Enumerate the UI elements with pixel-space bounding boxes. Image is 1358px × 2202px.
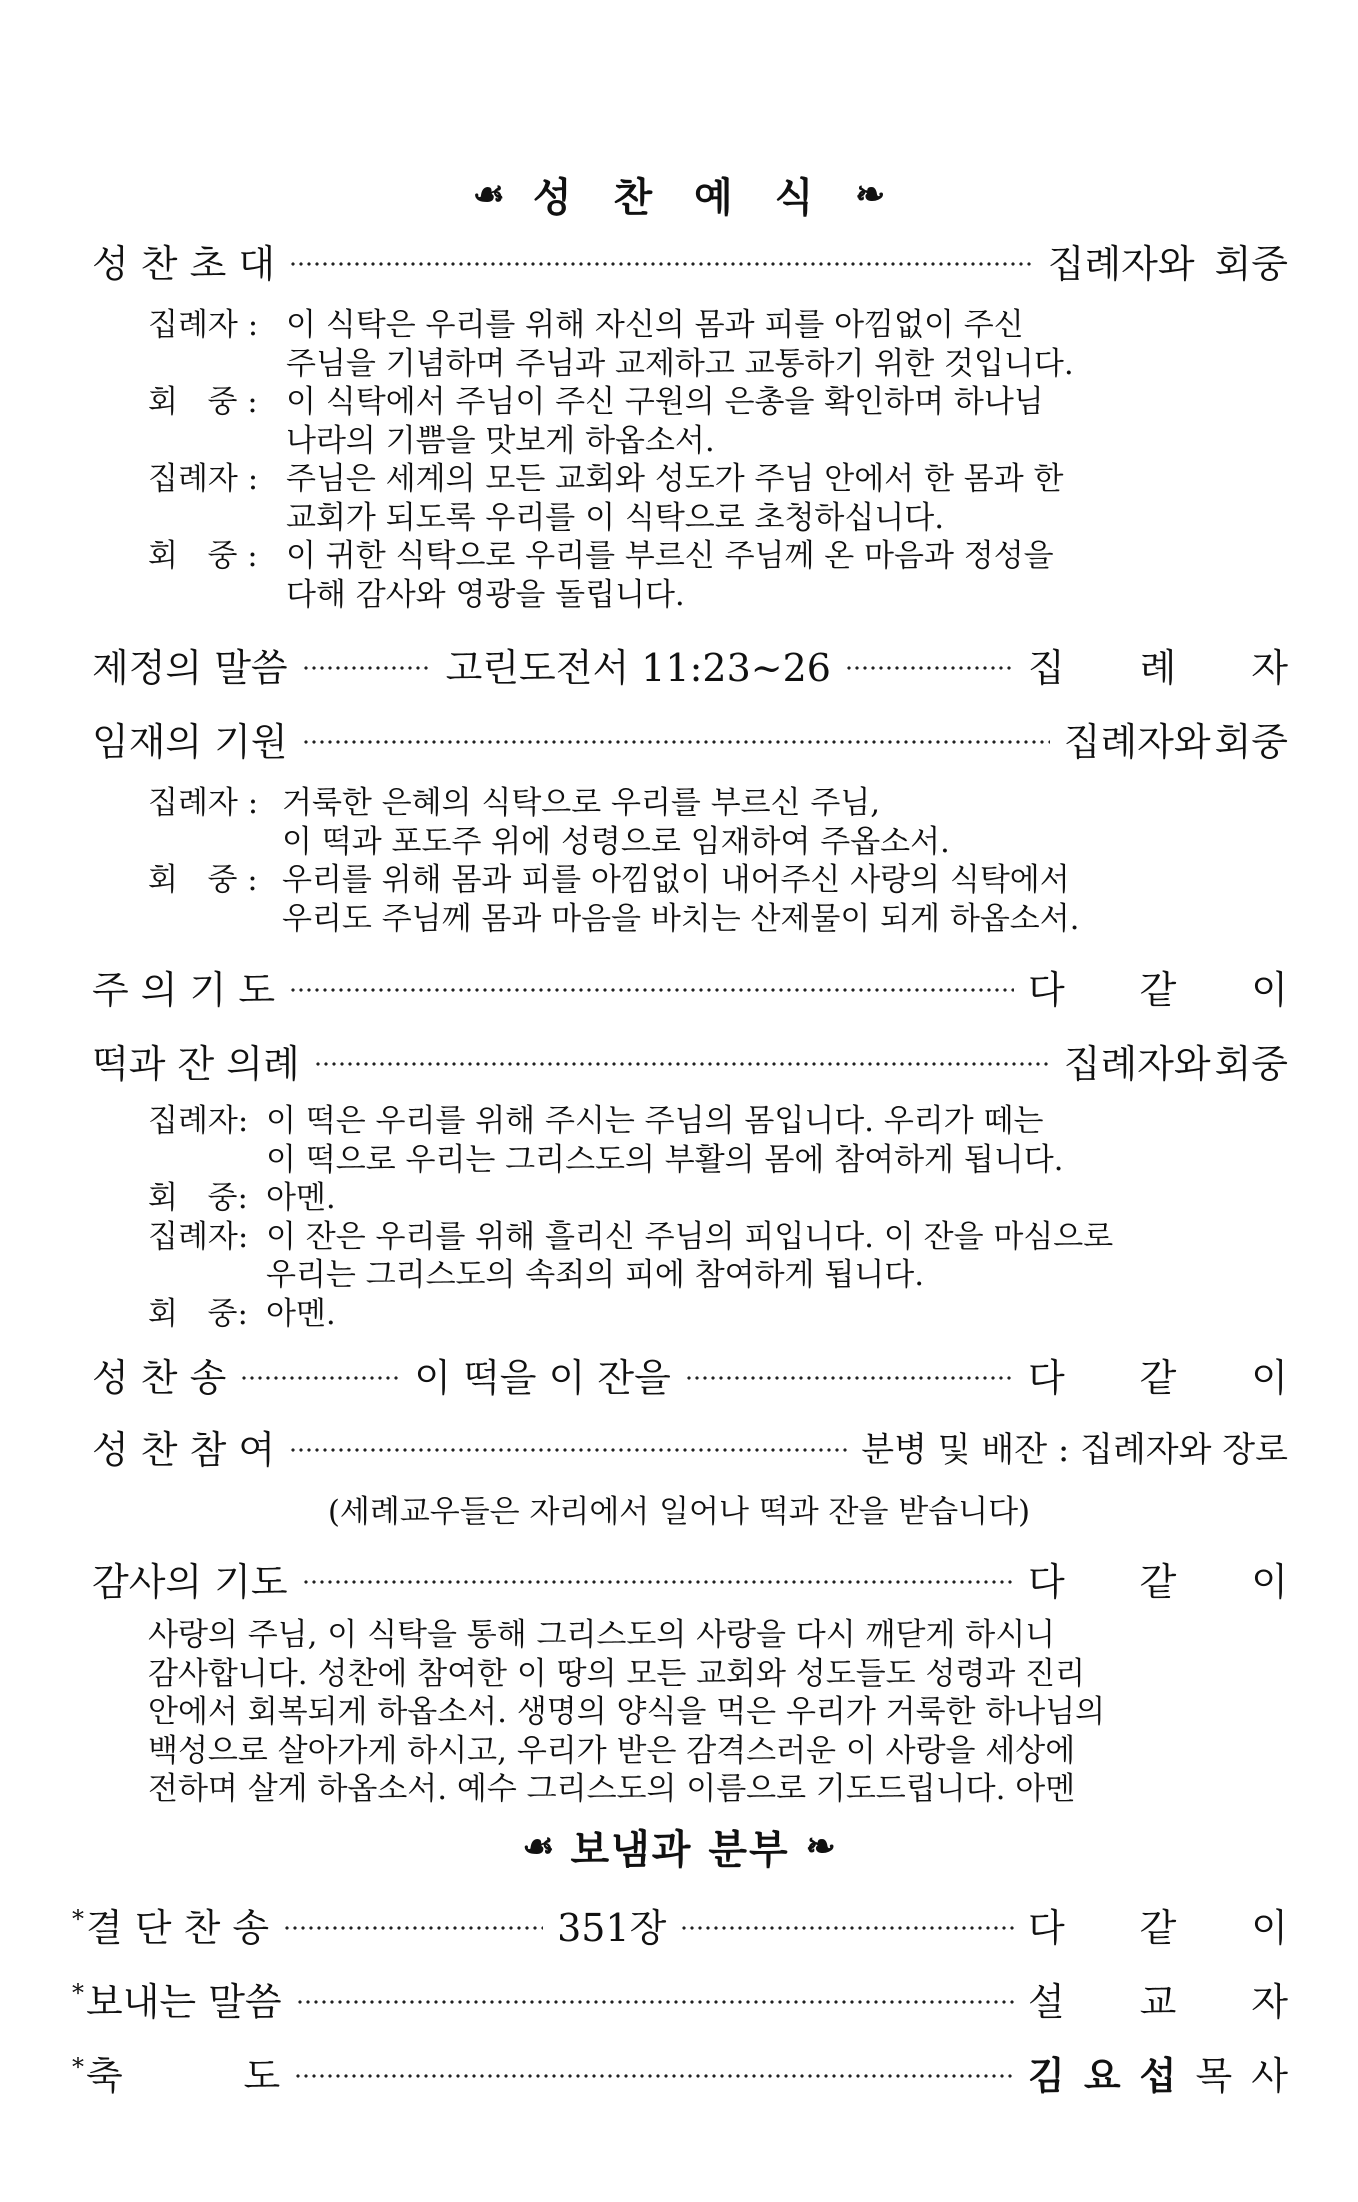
order-item-sending-words	[72, 1970, 1288, 2026]
ornament-right-icon: ❧	[855, 173, 886, 216]
hymn-title: 이 떡을 이 잔을	[414, 1355, 671, 1400]
prayer-line: 전하며 살게 하옵소서. 예수 그리스도의 이름으로 기도드립니다. 아멘	[148, 1771, 1076, 1807]
dialogue-line: 회 중 : 이 귀한 식탁으로 우리를 부르신 주님께 온 마음과 정성을	[148, 538, 1054, 574]
dialogue-line: 집례자 : 주님은 세계의 모든 교회와 성도가 주님 안에서 한 몸과 한	[148, 461, 1064, 497]
item-label: *축 도	[72, 2052, 281, 2098]
order-item-benediction	[72, 2044, 1288, 2100]
dot-leader	[240, 1376, 400, 1380]
item-label: *결 단 찬 송	[72, 1904, 270, 1950]
dot-leader	[845, 666, 1014, 670]
item-leader: 설 교 자	[1028, 1979, 1288, 2024]
item-label: *보내는 말씀	[72, 1978, 282, 2024]
dialogue-line: 회 중: 아멘.	[148, 1295, 336, 1332]
dot-leader	[302, 666, 432, 670]
dialogue-line: 나라의 기쁨을 맛보게 하옵소서.	[286, 422, 715, 459]
dialogue-line: 주님을 기념하며 주님과 교제하고 교통하기 위한 것입니다.	[286, 345, 1074, 382]
order-item-closing-hymn	[72, 1896, 1288, 1952]
item-leader: 집 례 자	[1028, 645, 1288, 690]
order-item-epiclesis	[92, 710, 1288, 766]
dialogue-bread-and-cup	[148, 1102, 1113, 1333]
dot-leader	[302, 1580, 1014, 1584]
dialogue-line: 회 중 : 이 식탁에서 주님이 주신 구원의 은총을 확인하며 하나님	[148, 384, 1044, 420]
ornament-left-icon: ☙	[522, 1825, 555, 1868]
item-leader: 분병 및 배잔 : 집례자와 장로	[861, 1429, 1288, 1470]
dialogue-line: 집례자 : 이 식탁은 우리를 위해 자신의 몸과 피를 아낌없이 주신	[148, 307, 1024, 343]
dot-leader	[289, 262, 1034, 266]
dot-leader	[294, 2074, 1014, 2078]
ornament-left-icon: ☙	[472, 173, 505, 216]
dialogue-line: 우리는 그리스도의 속죄의 피에 참여하게 됩니다.	[266, 1257, 925, 1293]
standing-mark: *	[72, 1904, 84, 1933]
standing-mark: *	[72, 1978, 84, 2007]
dialogue-line: 집례자: 이 떡은 우리를 위해 주시는 주님의 몸입니다. 우리가 떼는	[148, 1103, 1044, 1139]
dot-leader	[283, 1926, 543, 1930]
dialogue-line: 우리도 주님께 몸과 마음을 바치는 산제물이 되게 하옵소서.	[282, 900, 1080, 937]
item-label: 감사의 기도	[92, 1559, 288, 1604]
participation-note: (세례교우들은 자리에서 일어나 떡과 잔을 받습니다)	[327, 1494, 1031, 1530]
item-leader: 다 같 이	[1028, 1355, 1288, 1400]
dialogue-line: 교회가 되도록 우리를 이 식탁으로 초청하십니다.	[286, 499, 945, 536]
order-item-participation	[92, 1418, 1288, 1474]
prayer-line: 백성으로 살아가게 하시고, 우리가 받은 감격스러운 이 사랑을 세상에	[148, 1732, 1076, 1769]
item-leader: 다 같 이	[1028, 1559, 1288, 1604]
item-leader: 집례자와 회중	[1047, 241, 1288, 286]
item-label: 제정의 말씀	[92, 645, 288, 690]
thanksgiving-prayer-text	[148, 1616, 1208, 1809]
scripture-reference: 고린도전서 11:23~26	[445, 645, 831, 690]
dialogue-invitation	[148, 306, 1074, 614]
dialogue-line: 회 중 : 우리를 위해 몸과 피를 아낌없이 내어주신 사랑의 식탁에서	[148, 862, 1070, 898]
item-label: 임재의 기원	[92, 719, 288, 764]
order-item-words-of-institution	[92, 636, 1288, 692]
section-title-communion	[0, 166, 1358, 223]
dot-leader	[289, 1448, 847, 1452]
item-leader: 집례자와 회중	[1063, 719, 1288, 764]
dialogue-line: 회 중: 아멘.	[148, 1180, 336, 1216]
item-leader: 집례자와 회중	[1063, 1041, 1288, 1086]
dot-leader	[314, 1062, 1050, 1066]
dialogue-line: 다해 감사와 영광을 돌립니다.	[286, 576, 685, 613]
standing-mark: *	[72, 2052, 84, 2081]
hymn-number: 351장	[557, 1905, 667, 1950]
prayer-line: 안에서 회복되게 하옵소서. 생명의 양식을 먹은 우리가 거룩한 하나님의	[148, 1694, 1106, 1730]
dot-leader	[289, 988, 1014, 992]
item-leader: 다 같 이	[1028, 1905, 1288, 1950]
dialogue-line: 집례자: 이 잔은 우리를 위해 흘리신 주님의 피입니다. 이 잔을 마심으로	[148, 1218, 1114, 1255]
order-item-thanksgiving-prayer	[92, 1550, 1288, 1606]
dot-leader	[680, 1926, 1014, 1930]
order-item-communion-hymn	[92, 1346, 1288, 1402]
section-title-text: 보냄과 분부	[570, 1826, 790, 1873]
dialogue-line: 이 떡과 포도주 위에 성령으로 임재하여 주옵소서.	[282, 823, 950, 860]
item-label: 성 찬 초 대	[92, 241, 276, 286]
dot-leader	[296, 2000, 1014, 2004]
dialogue-line: 집례자 : 거룩한 은혜의 식탁으로 우리를 부르신 주님,	[148, 785, 881, 821]
section-title-text: 성 찬 예 식	[532, 174, 828, 221]
ornament-right-icon: ❧	[805, 1825, 836, 1868]
prayer-line: 감사합니다. 성찬에 참여한 이 땅의 모든 교회와 성도들도 성령과 진리	[148, 1655, 1086, 1692]
item-label: 성 찬 송	[92, 1355, 227, 1400]
dot-leader	[302, 740, 1050, 744]
section-title-sending	[0, 1818, 1358, 1875]
dialogue-epiclesis	[148, 784, 1080, 938]
order-item-bread-and-cup	[92, 1032, 1288, 1088]
dot-leader	[685, 1376, 1014, 1380]
item-label: 떡과 잔 의례	[92, 1041, 300, 1086]
dialogue-line: 이 떡으로 우리는 그리스도의 부활의 몸에 참여하게 됩니다.	[266, 1141, 1064, 1178]
item-label: 성 찬 참 여	[92, 1427, 276, 1472]
item-label: 주 의 기 도	[92, 967, 276, 1012]
item-leader: 김 요 섭 목 사	[1028, 2052, 1288, 2098]
order-item-lords-prayer	[92, 958, 1288, 1014]
prayer-line: 사랑의 주님, 이 식탁을 통해 그리스도의 사랑을 다시 깨닫게 하시니	[148, 1617, 1056, 1653]
order-item-invitation	[92, 232, 1288, 288]
item-leader: 다 같 이	[1028, 967, 1288, 1012]
